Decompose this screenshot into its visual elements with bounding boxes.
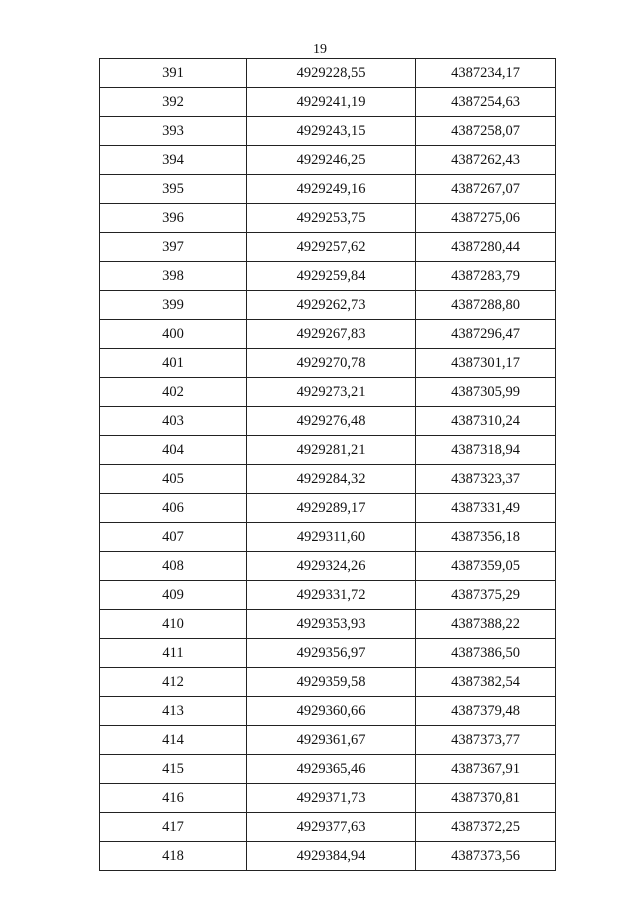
table-row	[100, 117, 556, 146]
point-number-cell: 403	[100, 407, 247, 436]
x-coordinate-cell: 4929356,97	[247, 639, 416, 668]
table-row	[100, 523, 556, 552]
x-coordinate-cell: 4929276,48	[247, 407, 416, 436]
y-coordinate-cell: 4387386,50	[416, 639, 556, 668]
x-coordinate-cell: 4929324,26	[247, 552, 416, 581]
x-coordinate-cell: 4929246,25	[247, 146, 416, 175]
table-row	[100, 233, 556, 262]
point-number-cell: 397	[100, 233, 247, 262]
x-coordinate-cell: 4929311,60	[247, 523, 416, 552]
x-coordinate-cell: 4929262,73	[247, 291, 416, 320]
y-coordinate-cell: 4387234,17	[416, 59, 556, 88]
point-number-cell: 404	[100, 436, 247, 465]
point-number-cell: 412	[100, 668, 247, 697]
table-row	[100, 842, 556, 871]
y-coordinate-cell: 4387280,44	[416, 233, 556, 262]
point-number-cell: 396	[100, 204, 247, 233]
y-coordinate-cell: 4387267,07	[416, 175, 556, 204]
point-number-cell: 398	[100, 262, 247, 291]
x-coordinate-cell: 4929331,72	[247, 581, 416, 610]
y-coordinate-cell: 4387301,17	[416, 349, 556, 378]
table-row	[100, 726, 556, 755]
table-row	[100, 668, 556, 697]
y-coordinate-cell: 4387356,18	[416, 523, 556, 552]
table-row	[100, 291, 556, 320]
y-coordinate-cell: 4387382,54	[416, 668, 556, 697]
y-coordinate-cell: 4387283,79	[416, 262, 556, 291]
x-coordinate-cell: 4929353,93	[247, 610, 416, 639]
table-row	[100, 581, 556, 610]
x-coordinate-cell: 4929360,66	[247, 697, 416, 726]
y-coordinate-cell: 4387388,22	[416, 610, 556, 639]
y-coordinate-cell: 4387275,06	[416, 204, 556, 233]
table-row	[100, 436, 556, 465]
table-row	[100, 88, 556, 117]
point-number-cell: 410	[100, 610, 247, 639]
point-number-cell: 409	[100, 581, 247, 610]
coordinates-table-body	[100, 59, 556, 871]
table-row	[100, 755, 556, 784]
x-coordinate-cell: 4929377,63	[247, 813, 416, 842]
y-coordinate-cell: 4387258,07	[416, 117, 556, 146]
point-number-cell: 392	[100, 88, 247, 117]
y-coordinate-cell: 4387296,47	[416, 320, 556, 349]
point-number-cell: 400	[100, 320, 247, 349]
table-row	[100, 697, 556, 726]
x-coordinate-cell: 4929281,21	[247, 436, 416, 465]
y-coordinate-cell: 4387310,24	[416, 407, 556, 436]
table-row	[100, 175, 556, 204]
table-row	[100, 204, 556, 233]
point-number-cell: 417	[100, 813, 247, 842]
x-coordinate-cell: 4929267,83	[247, 320, 416, 349]
y-coordinate-cell: 4387359,05	[416, 552, 556, 581]
page-number: 19	[313, 42, 327, 57]
point-number-cell: 406	[100, 494, 247, 523]
point-number-cell: 418	[100, 842, 247, 871]
x-coordinate-cell: 4929243,15	[247, 117, 416, 146]
y-coordinate-cell: 4387318,94	[416, 436, 556, 465]
table-row	[100, 349, 556, 378]
point-number-cell: 393	[100, 117, 247, 146]
x-coordinate-cell: 4929270,78	[247, 349, 416, 378]
point-number-cell: 394	[100, 146, 247, 175]
x-coordinate-cell: 4929241,19	[247, 88, 416, 117]
point-number-cell: 399	[100, 291, 247, 320]
y-coordinate-cell: 4387373,77	[416, 726, 556, 755]
x-coordinate-cell: 4929289,17	[247, 494, 416, 523]
x-coordinate-cell: 4929384,94	[247, 842, 416, 871]
point-number-cell: 408	[100, 552, 247, 581]
x-coordinate-cell: 4929284,32	[247, 465, 416, 494]
y-coordinate-cell: 4387254,63	[416, 88, 556, 117]
table-row	[100, 59, 556, 88]
point-number-cell: 401	[100, 349, 247, 378]
x-coordinate-cell: 4929361,67	[247, 726, 416, 755]
y-coordinate-cell: 4387375,29	[416, 581, 556, 610]
y-coordinate-cell: 4387262,43	[416, 146, 556, 175]
y-coordinate-cell: 4387305,99	[416, 378, 556, 407]
point-number-cell: 413	[100, 697, 247, 726]
table-row	[100, 407, 556, 436]
table-row	[100, 639, 556, 668]
x-coordinate-cell: 4929365,46	[247, 755, 416, 784]
y-coordinate-cell: 4387373,56	[416, 842, 556, 871]
x-coordinate-cell: 4929371,73	[247, 784, 416, 813]
x-coordinate-cell: 4929257,62	[247, 233, 416, 262]
y-coordinate-cell: 4387367,91	[416, 755, 556, 784]
table-row	[100, 813, 556, 842]
x-coordinate-cell: 4929259,84	[247, 262, 416, 291]
table-row	[100, 784, 556, 813]
x-coordinate-cell: 4929228,55	[247, 59, 416, 88]
point-number-cell: 411	[100, 639, 247, 668]
point-number-cell: 414	[100, 726, 247, 755]
point-number-cell: 405	[100, 465, 247, 494]
point-number-cell: 391	[100, 59, 247, 88]
point-number-cell: 402	[100, 378, 247, 407]
y-coordinate-cell: 4387370,81	[416, 784, 556, 813]
x-coordinate-cell: 4929273,21	[247, 378, 416, 407]
point-number-cell: 416	[100, 784, 247, 813]
y-coordinate-cell: 4387331,49	[416, 494, 556, 523]
y-coordinate-cell: 4387288,80	[416, 291, 556, 320]
coordinates-table	[99, 58, 556, 871]
table-row	[100, 610, 556, 639]
table-row	[100, 378, 556, 407]
table-row	[100, 262, 556, 291]
table-row	[100, 146, 556, 175]
table-row	[100, 494, 556, 523]
table-row	[100, 465, 556, 494]
y-coordinate-cell: 4387323,37	[416, 465, 556, 494]
y-coordinate-cell: 4387379,48	[416, 697, 556, 726]
table-row	[100, 320, 556, 349]
x-coordinate-cell: 4929359,58	[247, 668, 416, 697]
point-number-cell: 415	[100, 755, 247, 784]
x-coordinate-cell: 4929249,16	[247, 175, 416, 204]
point-number-cell: 395	[100, 175, 247, 204]
table-row	[100, 552, 556, 581]
x-coordinate-cell: 4929253,75	[247, 204, 416, 233]
point-number-cell: 407	[100, 523, 247, 552]
y-coordinate-cell: 4387372,25	[416, 813, 556, 842]
